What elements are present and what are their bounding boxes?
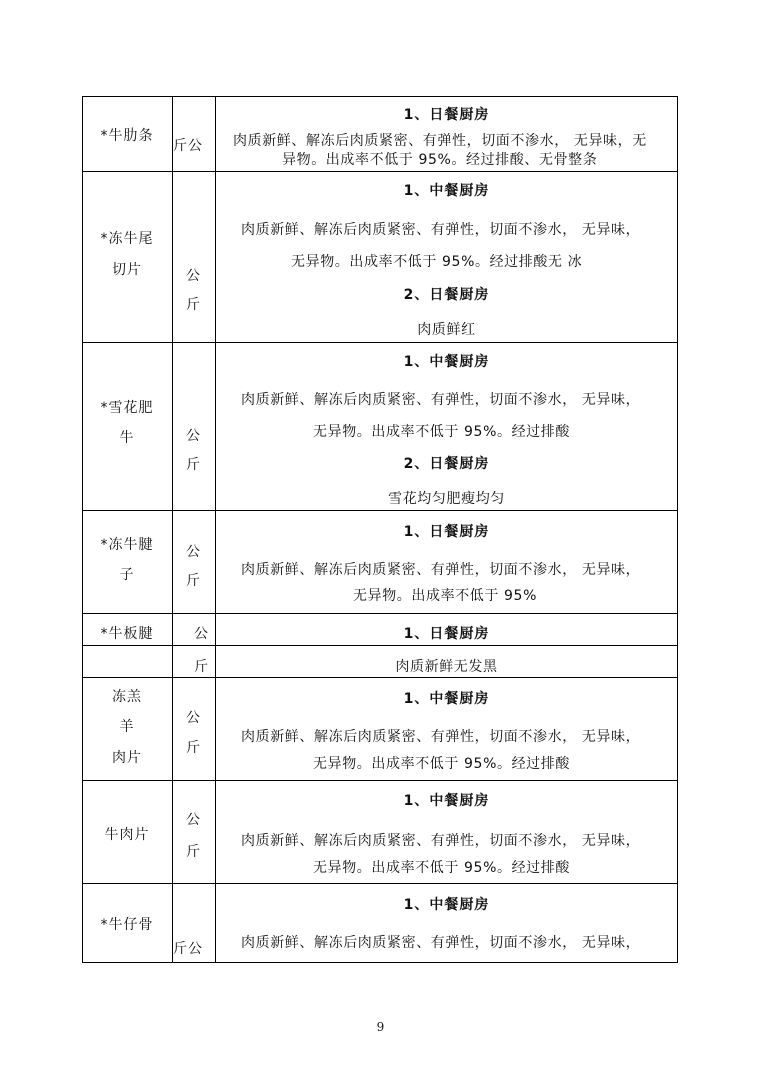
- item-name-line: *冻牛尾: [100, 231, 154, 247]
- unit-line: 斤: [186, 740, 201, 756]
- unit-line: 斤: [194, 659, 209, 675]
- spec-text: 肉质新鲜无发黑: [395, 659, 498, 675]
- spec-text: 肉质新鲜、解冻后肉质紧密、有弹性，切面不渗水， 无异味，: [241, 562, 641, 578]
- spec-text: 无异物。出成率不低于 95%。经过排酸无 冰: [291, 254, 583, 270]
- kitchen-heading: 1、中餐厨房: [403, 691, 490, 707]
- item-name-line: *牛仔骨: [100, 917, 154, 933]
- item-name-line: 切片: [112, 262, 142, 278]
- spec-text: 肉质新鲜、解冻后肉质紧密、有弹性，切面不渗水， 无异味，: [241, 392, 641, 408]
- unit-line: 斤: [186, 457, 201, 473]
- kitchen-heading: 1、日餐厨房: [403, 626, 490, 642]
- kitchen-heading: 1、日餐厨房: [403, 107, 490, 123]
- spec-text: 异物。出成率不低于 95%。经过排酸、无骨整条: [282, 152, 598, 168]
- item-name-line: 子: [119, 567, 135, 583]
- spec-text: 无异物。出成率不低于 95%。经过排酸: [313, 860, 570, 876]
- spec-text: 肉质新鲜、解冻后肉质紧密、有弹性，切面不渗水， 无异味，: [241, 935, 641, 951]
- item-name-line: *牛板腱: [100, 626, 154, 642]
- item-name-line: *牛肋条: [100, 128, 154, 144]
- spec-text: 无异物。出成率不低于 95%。经过排酸: [313, 756, 570, 772]
- unit-line: 斤: [186, 844, 201, 860]
- spec-text: 肉质鲜红: [417, 322, 476, 338]
- column-divider: [172, 96, 173, 963]
- kitchen-heading: 1、中餐厨房: [403, 354, 490, 370]
- spec-text: 肉质新鲜、解冻后肉质紧密、有弹性，切面不渗水， 无异味，: [241, 833, 641, 849]
- spec-text: 雪花均匀肥瘦均匀: [388, 491, 505, 507]
- spec-text: 无异物。出成率不低于 95%。经过排酸: [313, 424, 570, 440]
- unit-line: 公: [186, 268, 201, 284]
- table-border-right: [677, 96, 678, 963]
- kitchen-heading: 1、日餐厨房: [403, 524, 490, 540]
- item-name-line: 肉片: [112, 750, 142, 766]
- item-name-line: *雪花肥: [100, 400, 154, 416]
- item-name-line: 羊: [119, 719, 135, 735]
- unit-line: 斤: [186, 573, 201, 589]
- kitchen-heading: 2、日餐厨房: [403, 287, 490, 303]
- unit-line: 公: [186, 710, 201, 726]
- kitchen-heading: 1、中餐厨房: [403, 793, 490, 809]
- unit-line: 斤公: [173, 138, 203, 154]
- unit-line: 公: [186, 428, 201, 444]
- spec-text: 肉质新鲜、解冻后肉质紧密、有弹性，切面不渗水， 无异味，无: [233, 133, 647, 149]
- item-name-line: *冻牛腱: [100, 537, 154, 553]
- unit-line: 斤: [186, 297, 201, 313]
- kitchen-heading: 2、日餐厨房: [403, 456, 490, 472]
- item-name-line: 牛肉片: [104, 827, 150, 843]
- unit-line: 公: [194, 626, 209, 642]
- spec-text: 无异物。出成率不低于 95%: [353, 588, 537, 604]
- unit-line: 公: [186, 544, 201, 560]
- page-number: 9: [376, 1020, 385, 1034]
- unit-line: 公: [186, 812, 201, 828]
- spec-text: 肉质新鲜、解冻后肉质紧密、有弹性，切面不渗水， 无异味，: [241, 222, 641, 238]
- kitchen-heading: 1、中餐厨房: [403, 183, 490, 199]
- unit-line: 斤公: [173, 941, 203, 957]
- spec-text: 肉质新鲜、解冻后肉质紧密、有弹性，切面不渗水， 无异味，: [241, 729, 641, 745]
- kitchen-heading: 1、中餐厨房: [403, 897, 490, 913]
- item-name-line: 冻羔: [112, 689, 142, 705]
- item-name-line: 牛: [119, 430, 135, 446]
